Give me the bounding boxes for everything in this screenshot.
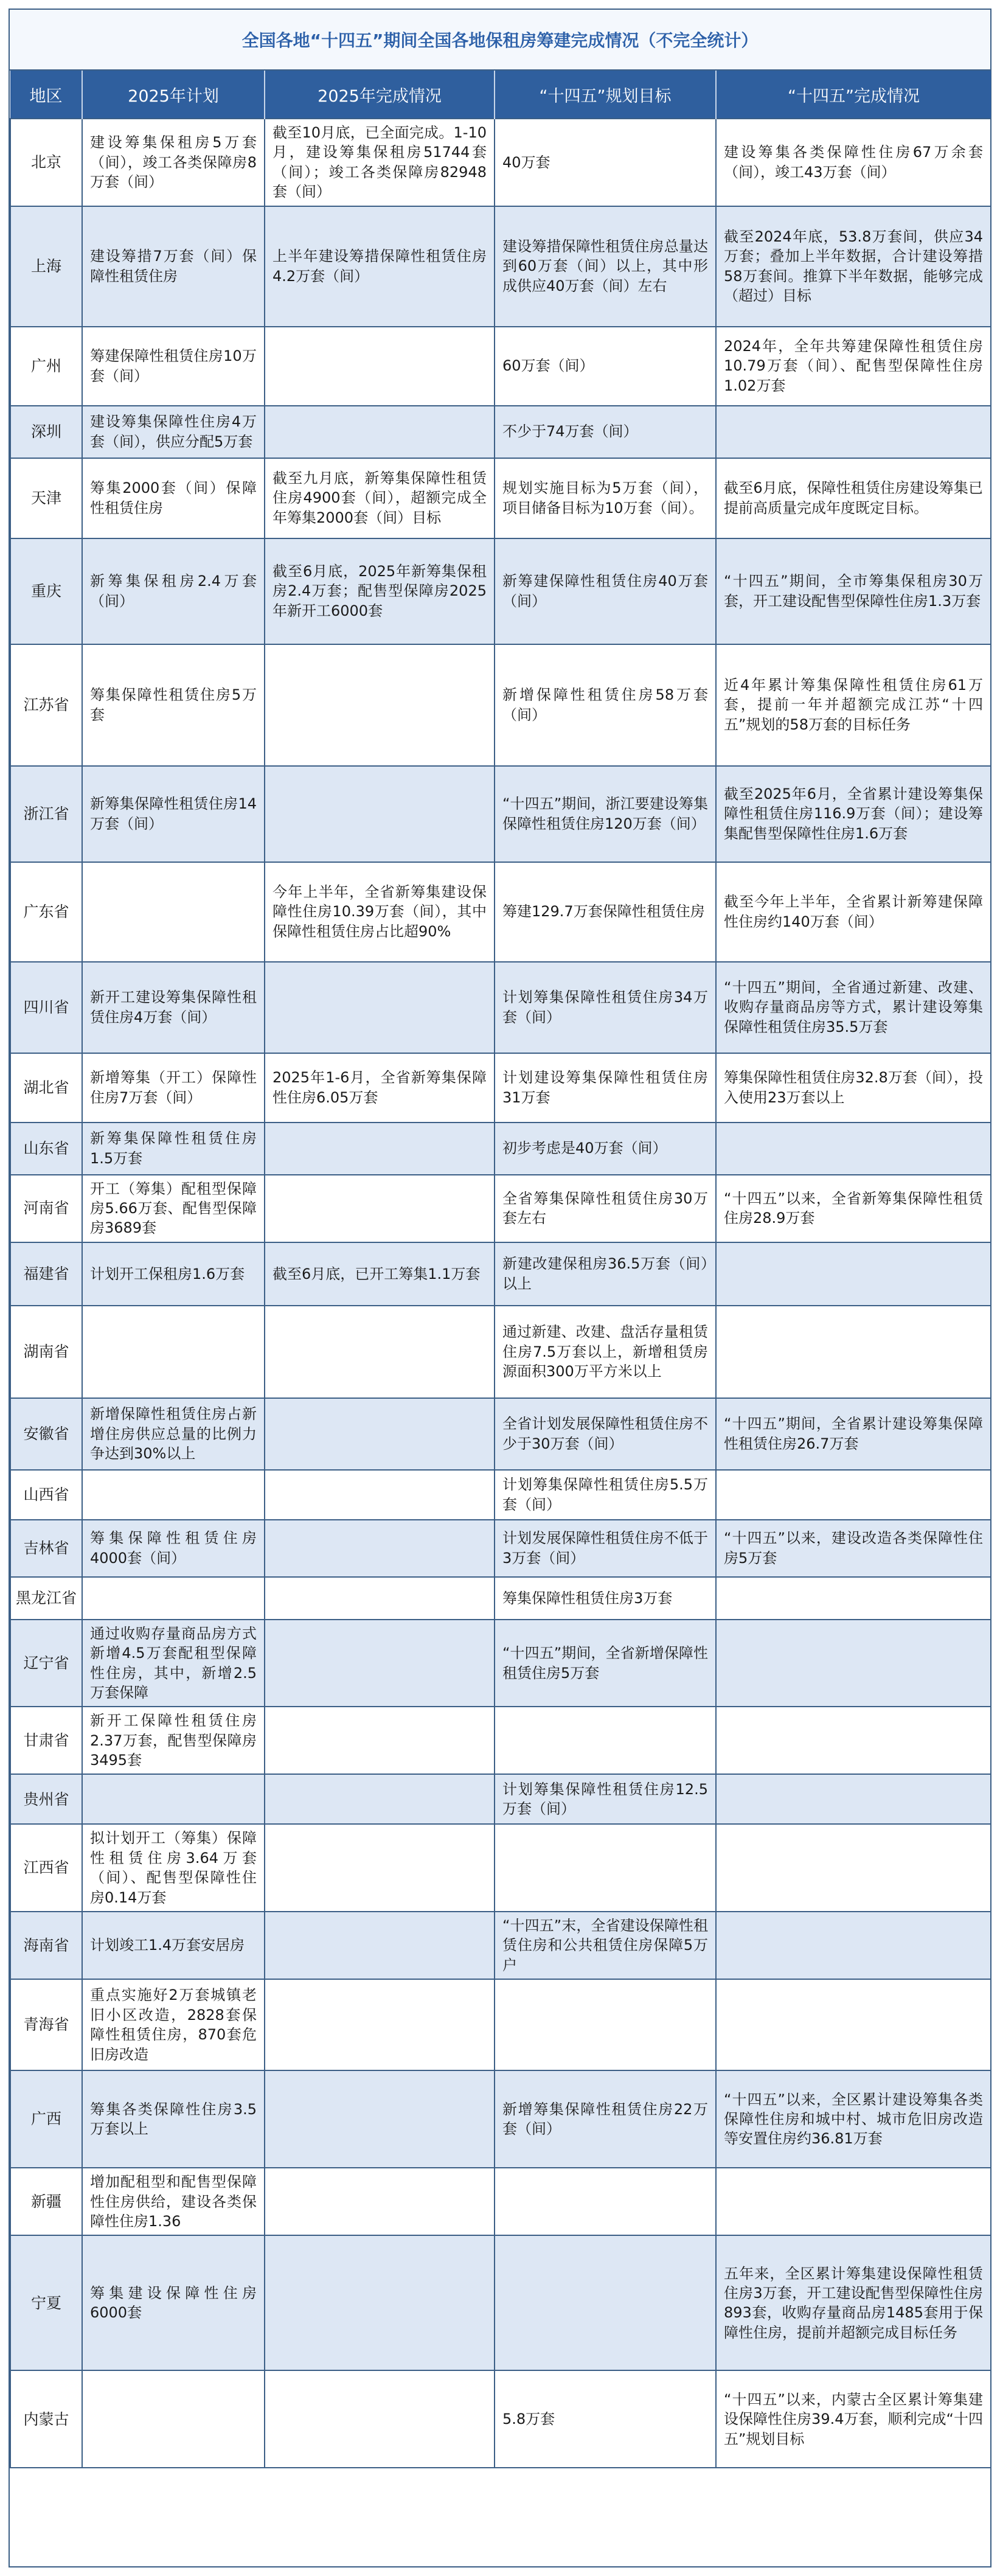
table-row xyxy=(10,206,991,327)
cell-done-2025: 2025年1-6月，全省新筹集保障性住房6.05万套 xyxy=(265,1053,495,1123)
cell-region: 重庆 xyxy=(10,538,82,644)
table-row xyxy=(10,2370,991,2468)
data-table xyxy=(10,71,991,2468)
cell-result-14th: 截至6月底，保障性租赁住房建设筹集已提前高质量完成年度既定目标。 xyxy=(716,458,991,538)
cell-region: 深圳 xyxy=(10,406,82,458)
table-row xyxy=(10,1979,991,2070)
cell-target-14th: 全省筹集保障性租赁住房30万套左右 xyxy=(495,1175,716,1242)
cell-target-14th: 新增筹集保障性租赁住房22万套（间） xyxy=(495,2070,716,2168)
cell-result-14th: 五年来，全区累计筹集建设保障性租赁住房3万套，开工建设配售型保障性住房893套，收购存量商品房1485套用于保障性住房，提前并超额完成目标任务 xyxy=(716,2235,991,2370)
table-row xyxy=(10,1242,991,1306)
cell-done-2025: 截至6月底，2025年新筹集保租房2.4万套；配售型保障房2025年新开工6000套 xyxy=(265,538,495,644)
cell-result-14th xyxy=(716,1774,991,1824)
cell-plan-2025: 新开工建设筹集保障性租赁住房4万套（间） xyxy=(82,962,265,1053)
cell-plan-2025: 重点实施好2万套城镇老旧小区改造，2828套保障性租赁住房，870套危旧房改造 xyxy=(82,1979,265,2070)
cell-result-14th: “十四五”以来，全省新筹集保障性租赁住房28.9万套 xyxy=(716,1175,991,1242)
cell-target-14th: 新筹建保障性租赁住房40万套（间） xyxy=(495,538,716,644)
cell-plan-2025: 新筹集保障性租赁住房1.5万套 xyxy=(82,1123,265,1175)
cell-plan-2025: 通过收购存量商品房方式新增4.5万套配租型保障性住房，其中，新增2.5万套保障 xyxy=(82,1620,265,1707)
cell-result-14th: 近4年累计筹集保障性租赁住房61万套，提前一年并超额完成江苏“十四五”规划的58万套的目标任务 xyxy=(716,644,991,766)
cell-target-14th xyxy=(495,1824,716,1912)
cell-result-14th xyxy=(716,1620,991,1707)
cell-region: 河南省 xyxy=(10,1175,82,1242)
cell-plan-2025: 增加配租型和配售型保障性住房供给，建设各类保障性住房1.36 xyxy=(82,2168,265,2235)
cell-target-14th: 40万套 xyxy=(495,119,716,206)
cell-done-2025 xyxy=(265,1824,495,1912)
table-row xyxy=(10,1774,991,1824)
cell-done-2025 xyxy=(265,2235,495,2370)
cell-region: 江西省 xyxy=(10,1824,82,1912)
cell-region: 甘肃省 xyxy=(10,1707,82,1774)
cell-done-2025 xyxy=(265,2370,495,2468)
cell-plan-2025 xyxy=(82,1470,265,1520)
cell-done-2025 xyxy=(265,1520,495,1577)
cell-plan-2025: 建设筹措7万套（间）保障性租赁住房 xyxy=(82,206,265,327)
cell-result-14th: 建设筹集各类保障性住房67万余套（间），竣工43万套（间） xyxy=(716,119,991,206)
cell-plan-2025: 开工（筹集）配租型保障房5.66万套、配售型保障房3689套 xyxy=(82,1175,265,1242)
cell-region: 北京 xyxy=(10,119,82,206)
cell-target-14th xyxy=(495,1707,716,1774)
cell-target-14th: 60万套（间） xyxy=(495,327,716,406)
cell-done-2025 xyxy=(265,962,495,1053)
cell-result-14th: 截至今年上半年，全省累计新筹建保障性住房约140万套（间） xyxy=(716,862,991,962)
table-row xyxy=(10,766,991,862)
cell-result-14th: 截至2025年6月，全省累计建设筹集保障性租赁住房116.9万套（间）；建设筹集配售型保障性住房1.6万套 xyxy=(716,766,991,862)
cell-done-2025 xyxy=(265,644,495,766)
cell-region: 宁夏 xyxy=(10,2235,82,2370)
cell-region: 上海 xyxy=(10,206,82,327)
cell-region: 辽宁省 xyxy=(10,1620,82,1707)
cell-done-2025 xyxy=(265,1175,495,1242)
cell-done-2025 xyxy=(265,1306,495,1398)
cell-plan-2025: 新开工保障性租赁住房2.37万套，配售型保障房3495套 xyxy=(82,1707,265,1774)
cell-done-2025 xyxy=(265,327,495,406)
cell-done-2025 xyxy=(265,1398,495,1470)
cell-target-14th: 计划建设筹集保障性租赁住房31万套 xyxy=(495,1053,716,1123)
cell-plan-2025 xyxy=(82,1774,265,1824)
cell-target-14th: 计划发展保障性租赁住房不低于3万套（间） xyxy=(495,1520,716,1577)
cell-target-14th: 建设筹措保障性租赁住房总量达到60万套（间）以上，其中形成供应40万套（间）左右 xyxy=(495,206,716,327)
cell-result-14th: “十四五”期间，全省累计建设筹集保障性租赁住房26.7万套 xyxy=(716,1398,991,1470)
cell-result-14th: “十四五”期间，全省通过新建、改建、收购存量商品房等方式，累计建设筹集保障性租赁住房35.5万套 xyxy=(716,962,991,1053)
table-header-row xyxy=(10,71,991,119)
cell-done-2025 xyxy=(265,1707,495,1774)
cell-plan-2025: 筹集保障性租赁住房5万套 xyxy=(82,644,265,766)
cell-done-2025 xyxy=(265,1979,495,2070)
cell-target-14th: 新增保障性租赁住房58万套（间） xyxy=(495,644,716,766)
cell-region: 浙江省 xyxy=(10,766,82,862)
cell-result-14th xyxy=(716,1470,991,1520)
cell-result-14th xyxy=(716,2168,991,2235)
cell-done-2025: 今年上半年，全省新筹集建设保障性住房10.39万套（间），其中保障性租赁住房占比超90% xyxy=(265,862,495,962)
header-target-14th: “十四五”规划目标 xyxy=(495,71,716,119)
cell-plan-2025: 筹集各类保障性住房3.5万套以上 xyxy=(82,2070,265,2168)
cell-done-2025 xyxy=(265,2168,495,2235)
cell-target-14th: “十四五”期间，浙江要建设筹集保障性租赁住房120万套（间） xyxy=(495,766,716,862)
cell-target-14th: “十四五”末，全省建设保障性租赁住房和公共租赁住房保障5万户 xyxy=(495,1912,716,1979)
cell-done-2025 xyxy=(265,1620,495,1707)
cell-result-14th xyxy=(716,1824,991,1912)
cell-plan-2025: 筹集保障性租赁住房4000套（间） xyxy=(82,1520,265,1577)
table-row xyxy=(10,1824,991,1912)
cell-target-14th: 筹集保障性租赁住房3万套 xyxy=(495,1577,716,1620)
cell-done-2025 xyxy=(265,1577,495,1620)
cell-plan-2025: 建设筹集保障性住房4万套（间），供应分配5万套 xyxy=(82,406,265,458)
table-row xyxy=(10,1398,991,1470)
cell-done-2025 xyxy=(265,406,495,458)
cell-plan-2025: 筹集2000套（间）保障性租赁住房 xyxy=(82,458,265,538)
cell-region: 黑龙江省 xyxy=(10,1577,82,1620)
cell-result-14th: “十四五”以来，全区累计建设筹集各类保障性住房和城中村、城市危旧房改造等安置住房约36.81万套 xyxy=(716,2070,991,2168)
cell-target-14th xyxy=(495,2235,716,2370)
table-row xyxy=(10,1707,991,1774)
cell-region: 湖南省 xyxy=(10,1306,82,1398)
cell-plan-2025: 筹建保障性租赁住房10万套（间） xyxy=(82,327,265,406)
table-row xyxy=(10,1520,991,1577)
table-row xyxy=(10,1577,991,1620)
table-frame xyxy=(9,9,991,2567)
cell-result-14th xyxy=(716,1707,991,1774)
cell-target-14th: “十四五”期间，全省新增保障性租赁住房5万套 xyxy=(495,1620,716,1707)
cell-result-14th xyxy=(716,1979,991,2070)
cell-region: 吉林省 xyxy=(10,1520,82,1577)
cell-region: 安徽省 xyxy=(10,1398,82,1470)
cell-region: 四川省 xyxy=(10,962,82,1053)
table-row xyxy=(10,1123,991,1175)
cell-result-14th xyxy=(716,1242,991,1306)
cell-done-2025 xyxy=(265,766,495,862)
cell-plan-2025: 新筹集保租房2.4万套（间） xyxy=(82,538,265,644)
cell-target-14th: 筹建129.7万套保障性租赁住房 xyxy=(495,862,716,962)
cell-target-14th: 全省计划发展保障性租赁住房不少于30万套（间） xyxy=(495,1398,716,1470)
header-done-2025: 2025年完成情况 xyxy=(265,71,495,119)
table-row xyxy=(10,2235,991,2370)
cell-plan-2025: 筹集建设保障性住房6000套 xyxy=(82,2235,265,2370)
header-result-14th: “十四五”完成情况 xyxy=(716,71,991,119)
cell-done-2025 xyxy=(265,1123,495,1175)
cell-target-14th: 不少于74万套（间） xyxy=(495,406,716,458)
cell-done-2025 xyxy=(265,2070,495,2168)
cell-done-2025 xyxy=(265,1912,495,1979)
table-row xyxy=(10,2168,991,2235)
cell-plan-2025 xyxy=(82,862,265,962)
cell-region: 天津 xyxy=(10,458,82,538)
cell-region: 广州 xyxy=(10,327,82,406)
cell-region: 新疆 xyxy=(10,2168,82,2235)
cell-plan-2025: 计划开工保租房1.6万套 xyxy=(82,1242,265,1306)
cell-plan-2025: 新增筹集（开工）保障性住房7万套（间） xyxy=(82,1053,265,1123)
cell-done-2025 xyxy=(265,1774,495,1824)
table-row xyxy=(10,119,991,206)
cell-region: 贵州省 xyxy=(10,1774,82,1824)
cell-result-14th: “十四五”期间，全市筹集保租房30万套，开工建设配售型保障性住房1.3万套 xyxy=(716,538,991,644)
cell-region: 青海省 xyxy=(10,1979,82,2070)
cell-done-2025: 截至6月底，已开工筹集1.1万套 xyxy=(265,1242,495,1306)
cell-result-14th: 截至2024年底，53.8万套间，供应34万套；叠加上半年数据，合计建设筹措58万套间。推算下半年数据，能够完成（超过）目标 xyxy=(716,206,991,327)
cell-result-14th: 筹集保障性租赁住房32.8万套（间），投入使用23万套以上 xyxy=(716,1053,991,1123)
table-row xyxy=(10,644,991,766)
page-title: 全国各地“十四五”期间全国各地保租房筹建完成情况（不完全统计） xyxy=(10,10,990,71)
cell-done-2025: 截至九月底，新筹集保障性租赁住房4900套（间），超额完成全年筹集2000套（间）目标 xyxy=(265,458,495,538)
table-row xyxy=(10,1175,991,1242)
cell-result-14th xyxy=(716,1912,991,1979)
cell-plan-2025: 建设筹集保租房5万套（间），竣工各类保障房8万套（间） xyxy=(82,119,265,206)
table-row xyxy=(10,2070,991,2168)
cell-done-2025 xyxy=(265,1470,495,1520)
cell-done-2025: 截至10月底，已全面完成。1-10月，建设筹集保租房51744套（间）；竣工各类保障房82948套（间） xyxy=(265,119,495,206)
cell-target-14th: 通过新建、改建、盘活存量租赁住房7.5万套以上，新增租赁房源面积300万平方米以上 xyxy=(495,1306,716,1398)
cell-target-14th: 计划筹集保障性租赁住房34万套（间） xyxy=(495,962,716,1053)
cell-plan-2025: 拟计划开工（筹集）保障性租赁住房3.64万套（间）、配售型保障性住房0.14万套 xyxy=(82,1824,265,1912)
cell-result-14th xyxy=(716,1306,991,1398)
table-row xyxy=(10,1620,991,1707)
cell-region: 海南省 xyxy=(10,1912,82,1979)
cell-region: 山西省 xyxy=(10,1470,82,1520)
table-row xyxy=(10,962,991,1053)
table-row xyxy=(10,1912,991,1979)
cell-target-14th: 计划筹集保障性租赁住房12.5万套（间） xyxy=(495,1774,716,1824)
cell-plan-2025 xyxy=(82,1577,265,1620)
cell-result-14th xyxy=(716,406,991,458)
table-row xyxy=(10,1053,991,1123)
cell-target-14th: 规划实施目标为5万套（间），项目储备目标为10万套（间）。 xyxy=(495,458,716,538)
cell-plan-2025: 计划竣工1.4万套安居房 xyxy=(82,1912,265,1979)
cell-result-14th: “十四五”以来，建设改造各类保障性住房5万套 xyxy=(716,1520,991,1577)
table-row xyxy=(10,1306,991,1398)
cell-result-14th: 2024年，全年共筹建保障性租赁住房10.79万套（间）、配售型保障性住房1.02万套 xyxy=(716,327,991,406)
cell-target-14th xyxy=(495,2168,716,2235)
cell-done-2025: 上半年建设筹措保障性租赁住房4.2万套（间） xyxy=(265,206,495,327)
table-row xyxy=(10,862,991,962)
cell-result-14th xyxy=(716,1123,991,1175)
cell-plan-2025: 新筹集保障性租赁住房14万套（间） xyxy=(82,766,265,862)
cell-plan-2025 xyxy=(82,2370,265,2468)
table-row xyxy=(10,458,991,538)
cell-target-14th: 计划筹集保障性租赁住房5.5万套（间） xyxy=(495,1470,716,1520)
cell-target-14th: 初步考虑是40万套（间） xyxy=(495,1123,716,1175)
cell-region: 山东省 xyxy=(10,1123,82,1175)
cell-region: 江苏省 xyxy=(10,644,82,766)
cell-result-14th: “十四五”以来，内蒙古全区累计筹集建设保障性住房39.4万套，顺利完成“十四五”规划目标 xyxy=(716,2370,991,2468)
table-row xyxy=(10,538,991,644)
cell-plan-2025: 新增保障性租赁住房占新增住房供应总量的比例力争达到30%以上 xyxy=(82,1398,265,1470)
cell-region: 福建省 xyxy=(10,1242,82,1306)
cell-target-14th xyxy=(495,1979,716,2070)
table-row xyxy=(10,406,991,458)
table-row xyxy=(10,1470,991,1520)
cell-plan-2025 xyxy=(82,1306,265,1398)
cell-target-14th: 新建改建保租房36.5万套（间）以上 xyxy=(495,1242,716,1306)
header-plan-2025: 2025年计划 xyxy=(82,71,265,119)
cell-target-14th: 5.8万套 xyxy=(495,2370,716,2468)
cell-result-14th xyxy=(716,1577,991,1620)
cell-region: 广西 xyxy=(10,2070,82,2168)
cell-region: 广东省 xyxy=(10,862,82,962)
header-region: 地区 xyxy=(10,71,82,119)
cell-region: 内蒙古 xyxy=(10,2370,82,2468)
cell-region: 湖北省 xyxy=(10,1053,82,1123)
table-row xyxy=(10,327,991,406)
